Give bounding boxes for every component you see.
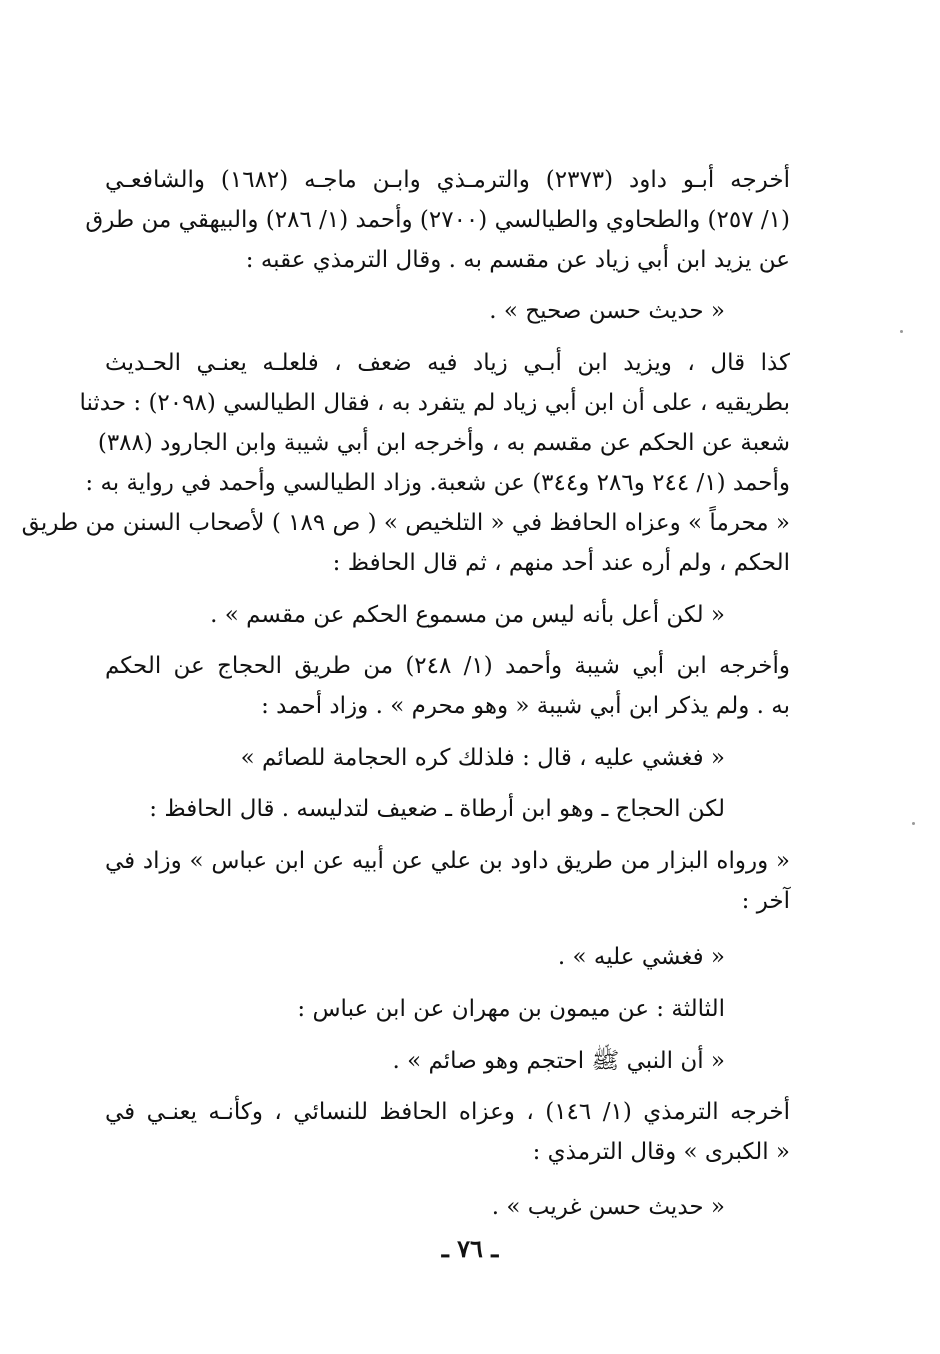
text-line: وأحمد (١/ ٢٤٤ و٢٨٦ و٣٤٤) عن شعبة. وزاد الطيالسي وأحمد في رواية به : bbox=[85, 470, 790, 496]
text-line: « الكبرى » وقال الترمذي : bbox=[532, 1139, 790, 1165]
text-line: « لكن أعل بأنه ليس من مسموع الحكم عن مقسم » . bbox=[210, 602, 725, 628]
text-line: كذا قال ، ويزيد ابن أبـي زياد فيه ضعف ، فلعلـه يعنـي الحـديث bbox=[105, 350, 790, 376]
text-line: « ورواه البزار من طريق داود بن علي عن أبيه عن ابن عباس » وزاد في bbox=[105, 848, 790, 874]
page-number: ـ ٧٦ ـ bbox=[441, 1234, 499, 1263]
text-line: « فغشي عليه » . bbox=[557, 944, 725, 970]
text-line: « أن النبي ﷺ احتجم وهو صائم » . bbox=[392, 1048, 725, 1074]
text-line: شعبة عن الحكم عن مقسم به ، وأخرجه ابن أبي شيبة وابن الجارود (٣٨٨) bbox=[97, 430, 790, 456]
text-line: الثالثة : عن ميمون بن مهران عن ابن عباس : bbox=[297, 996, 725, 1022]
text-line: أخرجه الترمذي (١/ ١٤٦) ، وعزاه الحافظ للنسائي ، وكأنـه يعنـي في bbox=[105, 1099, 790, 1125]
text-line: « فغشي عليه ، قال : فلذلك كره الحجامة للصائم » bbox=[240, 745, 725, 771]
text-line: « حديث حسن صحيح » . bbox=[489, 298, 725, 324]
text-line: لكن الحجاج ـ وهو ابن أرطاة ـ ضعيف لتدليسه . قال الحافظ : bbox=[149, 796, 725, 822]
scan-speck bbox=[912, 822, 915, 825]
scan-speck bbox=[900, 330, 903, 333]
text-line: وأخرجه ابن أبي شيبة وأحمد (١/ ٢٤٨) من طريق الحجاج عن الحكم bbox=[105, 653, 790, 679]
text-line: عن يزيد ابن أبي زياد عن مقسم به . وقال الترمذي عقبه : bbox=[245, 247, 790, 273]
text-line: بطريقيه ، على أن ابن أبي زياد لم يتفرد به ، فقال الطيالسي (٢٠٩٨) : حدثنا bbox=[79, 390, 790, 416]
text-line: « حديث حسن غريب » . bbox=[491, 1194, 725, 1220]
text-line: (١/ ٢٥٧) والطحاوي والطيالسي (٢٧٠٠) وأحمد (١/ ٢٨٦) والبيهقي من طرق bbox=[85, 207, 790, 233]
text-line: آخر : bbox=[741, 888, 790, 914]
text-line: أخرجه أبـو داود (٢٣٧٣) والترمـذي وابـن ماجـه (١٦٨٢) والشافعـي bbox=[105, 167, 790, 193]
text-line: « محرماً » وعزاه الحافظ في « التلخيص » ( ص ١٨٩ ) لأصحاب السنن من طريق bbox=[21, 510, 790, 536]
text-line: الحكم ، ولم أره عند أحد منهم ، ثم قال الحافظ : bbox=[332, 550, 790, 576]
text-line: به . ولم يذكر ابن أبي شيبة « وهو محرم » . وزاد أحمد : bbox=[261, 693, 790, 719]
